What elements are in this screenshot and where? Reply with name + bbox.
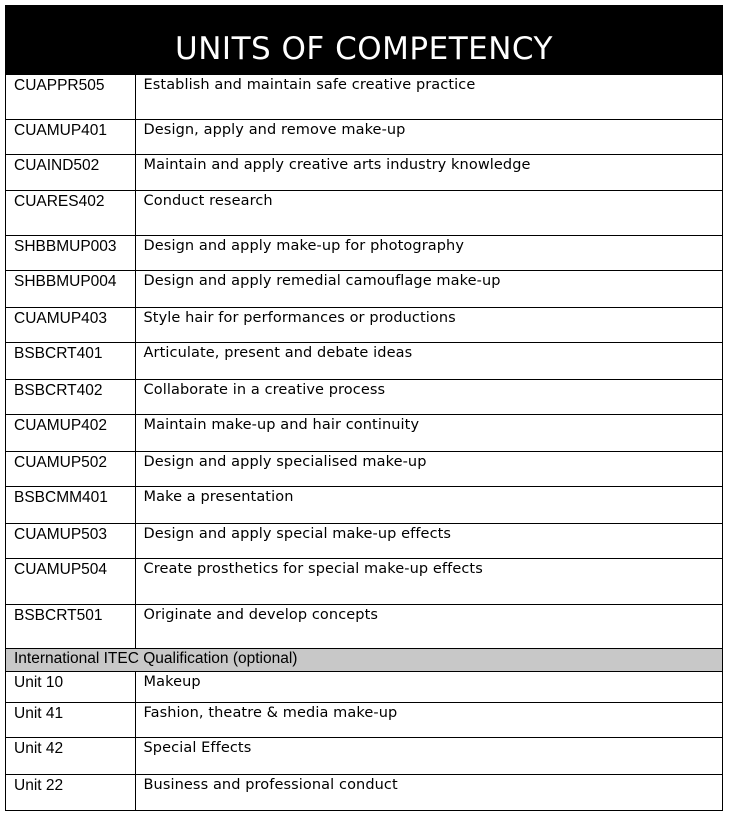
unit-title: Create prosthetics for special make-up effects — [135, 558, 722, 604]
unit-code: BSBCRT501 — [6, 604, 135, 648]
unit-code: SHBBMUP003 — [6, 235, 135, 270]
unit-title: Style hair for performances or productions — [135, 307, 722, 342]
unit-code: Unit 42 — [6, 737, 135, 774]
unit-title: Originate and develop concepts — [135, 604, 722, 648]
table-row — [6, 414, 722, 451]
table-row — [6, 190, 722, 235]
unit-title: Establish and maintain safe creative practice — [143, 77, 476, 93]
table-row — [6, 671, 722, 702]
table-row — [6, 523, 722, 558]
header-banner — [6, 6, 722, 75]
table-row — [6, 379, 722, 414]
unit-code: CUAMUP503 — [6, 523, 135, 558]
unit-title: Collaborate in a creative process — [135, 379, 722, 414]
unit-title: Make a presentation — [135, 486, 722, 523]
unit-code: CUAMUP402 — [6, 414, 135, 451]
unit-title: Fashion, theatre & media make-up — [135, 702, 722, 737]
table-row — [6, 154, 722, 190]
unit-title: Business and professional conduct — [135, 774, 722, 810]
unit-code: CUARES402 — [6, 190, 135, 235]
unit-title: Design and apply special make-up effects — [135, 523, 722, 558]
unit-title: Articulate, present and debate ideas — [135, 342, 722, 379]
table-row — [6, 486, 722, 523]
table-row — [6, 307, 722, 342]
table-row — [6, 342, 722, 379]
unit-code: BSBCRT402 — [6, 379, 135, 414]
unit-code: CUAMUP403 — [6, 307, 135, 342]
unit-code: BSBCRT401 — [6, 342, 135, 379]
table-row — [6, 235, 722, 270]
units-of-competency-document — [5, 5, 723, 811]
unit-code: CUAMUP401 — [6, 119, 135, 154]
unit-code: Unit 10 — [6, 671, 135, 702]
table-row — [6, 451, 722, 486]
unit-title: Special Effects — [135, 737, 722, 774]
page-title: UNITS OF COMPETENCY — [175, 31, 553, 67]
table-row — [6, 270, 722, 307]
unit-title: Conduct research — [135, 190, 722, 235]
unit-title: Design and apply remedial camouflage make-up — [135, 270, 722, 307]
unit-title: Design and apply specialised make-up — [135, 451, 722, 486]
unit-title: Design, apply and remove make-up — [135, 119, 722, 154]
itec-section-heading: International ITEC Qualification (optional) — [6, 648, 722, 671]
table-row — [6, 737, 722, 774]
table-row — [6, 75, 722, 119]
unit-code: CUAMUP502 — [6, 451, 135, 486]
table-row — [6, 604, 722, 648]
unit-title: Makeup — [135, 671, 722, 702]
units-table — [6, 75, 722, 810]
unit-code: Unit 41 — [6, 702, 135, 737]
unit-title: Design and apply make-up for photography — [135, 235, 722, 270]
unit-code: SHBBMUP004 — [6, 270, 135, 307]
unit-title: Maintain and apply creative arts industry knowledge — [135, 154, 722, 190]
table-row — [6, 119, 722, 154]
itec-section-heading-row — [6, 648, 722, 671]
unit-code: CUAIND502 — [6, 154, 135, 190]
unit-code: BSBCMM401 — [6, 486, 135, 523]
table-row — [6, 702, 722, 737]
table-row — [6, 774, 722, 810]
unit-code: CUAMUP504 — [6, 558, 135, 604]
unit-code: CUAPPR505 — [6, 75, 135, 119]
unit-code: Unit 22 — [6, 774, 135, 810]
unit-title: Maintain make-up and hair continuity — [135, 414, 722, 451]
table-row — [6, 558, 722, 604]
